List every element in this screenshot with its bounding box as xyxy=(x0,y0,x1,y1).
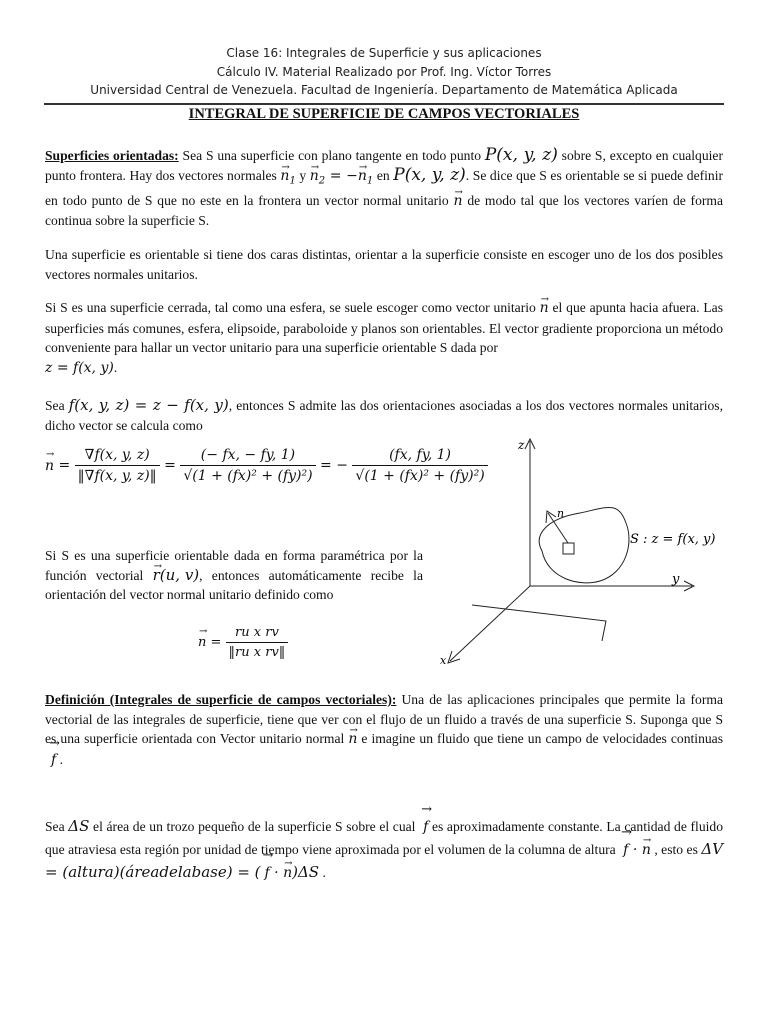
x-axis xyxy=(450,586,530,661)
math-sub: 1 xyxy=(289,175,296,187)
z-axis-label: z xyxy=(518,438,525,452)
text: e imagine un fluido que tiene un campo de velocidades continuas xyxy=(357,731,723,746)
math-eq: = − xyxy=(315,457,348,474)
math-r: → r(u, v) xyxy=(153,566,200,586)
math-n: → n xyxy=(348,730,357,750)
text: Sea S una superficie con plano tangente en todo punto xyxy=(178,148,485,163)
surface-element-square xyxy=(563,543,574,554)
numerator: ru x rv xyxy=(226,625,289,643)
math-point: P(x, y, z) xyxy=(393,164,466,185)
section-heading: Superficies orientadas: xyxy=(45,148,179,163)
math-n-unit: → n xyxy=(454,192,463,212)
paragraph-gradient xyxy=(45,396,723,435)
math-point: P(x, y, z) xyxy=(484,145,558,165)
paragraph-flux-approximation xyxy=(45,815,723,884)
text: Si S es una superficie cerrada, tal como una esfera, se suele escoger como vector unitario xyxy=(45,300,540,315)
text: el área de un trozo pequeño de la superficie S sobre el cual xyxy=(89,819,420,834)
normal-vector-label: n xyxy=(557,507,565,520)
text: . xyxy=(56,751,63,767)
header-course-line: Clase 16: Integrales de Superficie y sus aplicaciones xyxy=(226,46,542,60)
math-z-eq: z = f(x, y) xyxy=(45,359,114,376)
math-volume-eq: ΔV = (altura)(áreadelabase) = ( xyxy=(45,840,723,881)
text: en xyxy=(373,167,394,183)
math-n: → n xyxy=(642,839,651,861)
math-delta-s: ΔS xyxy=(68,817,90,835)
text: Si S es una superficie orientable dada en forma paramétrica por la función vectorial xyxy=(45,548,423,583)
header-institution-line: Universidad Central de Venezuela. Facultad de Ingeniería. Departamento de Matemática Aplicada xyxy=(90,83,678,97)
text: es aproximadamente constante. La cantidad de fluido que atraviesa esta región por unidad de tiempo viene aproximada por el volumen de la columna de altura xyxy=(45,819,723,857)
definition-heading: Definición (Integrales de superficie de campos vectoriales): xyxy=(45,692,397,707)
fraction-2 xyxy=(180,447,315,484)
x-axis-label: x xyxy=(440,654,447,667)
header-rule xyxy=(44,103,724,105)
paragraph-closed-surface xyxy=(45,298,723,378)
text: , entonces automáticamente recibe la orientación del vector normal unitario definido como xyxy=(45,567,423,602)
denominator: ‖∇f(x, y, z)‖ xyxy=(77,468,157,484)
paragraph-two-faces: Una superficie es orientable si tiene dos caras distintas, orientar a la superficie consiste en escoger uno de los dos posibles vectores normales unitarios. xyxy=(45,247,723,282)
page-title: INTEGRAL DE SUPERFICIE DE CAMPOS VECTORIALES xyxy=(188,106,580,122)
math-n: → n xyxy=(198,635,206,650)
text: . xyxy=(113,359,118,375)
math-f: → f xyxy=(423,816,428,838)
text: Una de las aplicaciones principales que permite la forma vectorial de las integrales de superficie, tiene que ver con el flujo de un fluido a través de una superficie S. Suponga que S es una superficie orientada con Vector unitario normal xyxy=(45,692,723,746)
math-n: → n xyxy=(45,458,54,474)
math-sub: 1 xyxy=(366,175,374,187)
math-eq: = xyxy=(54,457,71,474)
formula-normal-gradient xyxy=(45,447,488,484)
math-n3: → n xyxy=(358,167,367,187)
surface-figure xyxy=(430,433,730,668)
paragraph-definition xyxy=(45,690,723,770)
text: sobre S, excepto en cualquier punto frontera. Hay dos vectores normales xyxy=(45,148,723,183)
math-f: → f xyxy=(51,751,56,771)
math-n2: → n xyxy=(310,167,319,187)
paragraph-parametric xyxy=(45,546,423,605)
base-region-outline xyxy=(472,605,606,641)
numerator: ∇f(x, y, z) xyxy=(75,447,160,466)
text: , esto es xyxy=(650,842,702,857)
y-axis-label: y xyxy=(672,572,680,587)
math-n1: → n xyxy=(280,167,289,187)
text: de modo tal que los vectores varíen de forma continua sobre la superficie S. xyxy=(45,192,724,229)
math-sub: 2 xyxy=(318,175,326,187)
math-f: → f xyxy=(265,862,270,884)
text: el que apunta hacia afuera. Las superficies más comunes, esfera, elipsoide, paraboloide y planos son orientables. El vector gradiente proporciona un método conveniente para hallar un vector unitario para una superficie orientable S dada por xyxy=(45,300,723,355)
text: y xyxy=(295,167,310,183)
numerator: (− fx, − fy, 1) xyxy=(180,447,315,466)
text: Sea xyxy=(45,398,69,413)
surface-label: S : z = f(x, y) xyxy=(630,532,716,547)
math-dot: · xyxy=(269,865,284,881)
fraction xyxy=(226,625,289,660)
text: , entonces S admite las dos orientaciones asociadas a los dos vectores normales unitarios, dicho vector se calcula como xyxy=(45,398,723,433)
text: Sea xyxy=(45,819,69,834)
math-f-def: f(x, y, z) = z − f(x, y) xyxy=(68,396,229,414)
paragraph-orientable-surfaces xyxy=(45,146,723,231)
text: . xyxy=(319,865,326,880)
header-author-line: Cálculo IV. Material Realizado por Prof. Ing. Víctor Torres xyxy=(216,65,552,79)
denominator: √(1 + (fx)² + (fy)²) xyxy=(355,468,485,484)
math-volume-eq-end: )ΔS xyxy=(292,863,320,881)
math-eq: = − xyxy=(325,167,358,184)
denominator: √(1 + (fx)² + (fy)²) xyxy=(183,468,313,484)
formula-normal-parametric xyxy=(198,625,288,660)
math-f: → f xyxy=(623,839,628,861)
denominator: ‖ru x rv‖ xyxy=(228,645,286,660)
math-eq: = xyxy=(159,457,176,474)
math-dot: · xyxy=(628,842,642,858)
surface-patch xyxy=(539,507,629,582)
fraction-1 xyxy=(75,447,160,484)
text: . Se dice que S es orientable se si puede definir en todo punto de S que no este en la frontera un vector normal unitario xyxy=(45,167,724,208)
math-n: → n xyxy=(283,862,292,884)
math-n: → n xyxy=(540,299,549,319)
numerator: (fx, fy, 1) xyxy=(352,447,487,466)
math-eq: = xyxy=(206,635,222,650)
